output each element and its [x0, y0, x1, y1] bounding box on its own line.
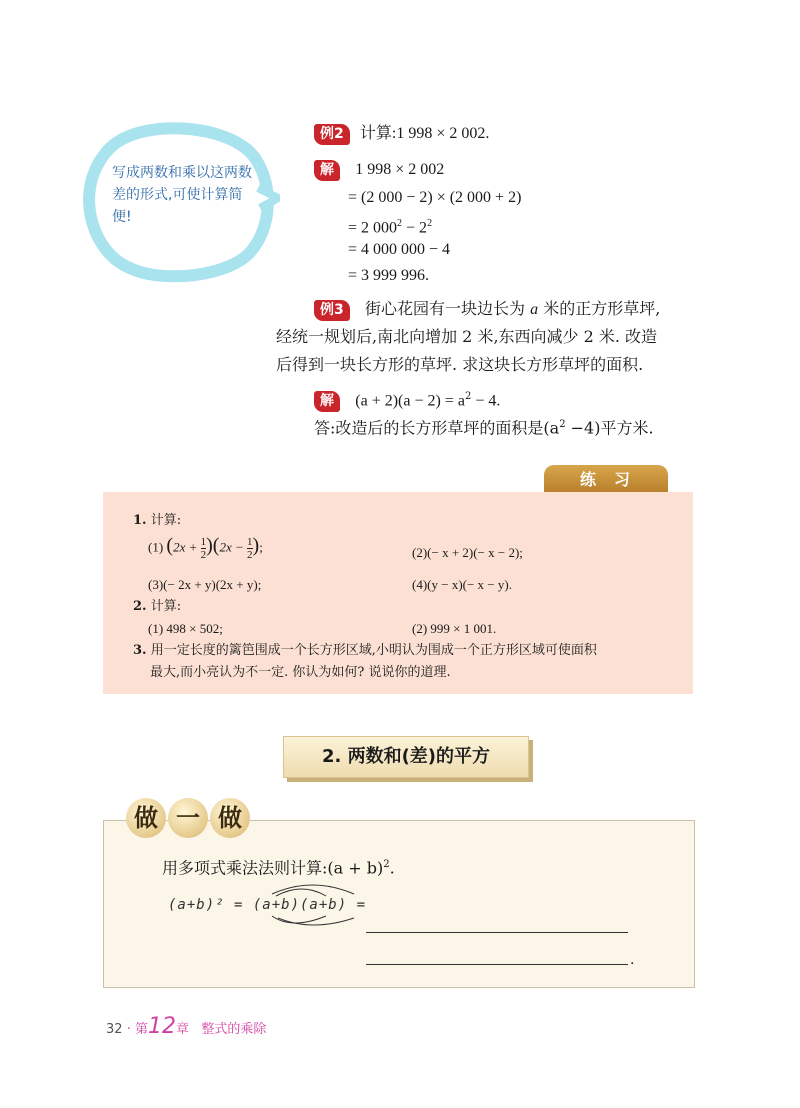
multiplication-arcs: [262, 876, 370, 932]
example3-tag: 例3: [314, 300, 350, 321]
chapter-title: 整式的乘除: [201, 1022, 267, 1037]
doit-handwriting: (a+b)² = (a+b)(a+b) =: [168, 897, 367, 913]
doit-char-2: 一: [168, 798, 208, 838]
practice-q1-item-4: (4)(y − x)(− x − y).: [412, 577, 512, 592]
example2-line-5: = 3 999 996.: [348, 267, 430, 284]
example3-line-1: 例3 街心花园有一块边长为 a 米的正方形草坪,: [314, 297, 660, 322]
page-number: 32: [106, 1022, 123, 1037]
doit-char-1: 做: [126, 798, 166, 838]
answer-blank-2[interactable]: [366, 964, 628, 965]
example2-solution-first: [314, 157, 444, 182]
practice-q2: 2. 计算:: [133, 599, 182, 614]
example2-line-2: = (2 000 − 2) × (2 000 + 2): [348, 189, 522, 206]
practice-q3-line-2: 最大,而小亮认为不一定. 你认为如何? 说说你的道理.: [150, 665, 451, 680]
section-heading: 2. 两数和(差)的平方: [283, 736, 529, 778]
bubble-text: 写成两数和乘以这两数差的形式,可使计算简便!: [112, 165, 252, 225]
example2-solution-tag: 解: [314, 160, 340, 181]
example3-line-2: 经统一规划后,南北向增加 2 米,东西向减少 2 米. 改造: [276, 327, 658, 346]
answer-blank-1[interactable]: [366, 932, 628, 933]
practice-q1-item-2: (2)(− x + 2)(− x − 2);: [412, 545, 523, 560]
example3-solution: 解 $(a + 2)(a - 2) = a^2 - 4$.: [314, 385, 500, 413]
example3-solution-tag: 解: [314, 391, 340, 412]
practice-tab: 练习: [544, 465, 668, 495]
chapter-number: 12: [147, 1014, 176, 1039]
practice-q1-item-1: (1) (2x + $\frac{1}{2}$ )(2x − $\frac{1}{2}$ );: [148, 534, 263, 561]
page-footer: 32 · 第12章 整式的乘除: [106, 1014, 267, 1039]
practice-q3-line-1: 3. 用一定长度的篱笆围成一个长方形区域,小明认为围成一个正方形区域可使面积: [133, 643, 597, 658]
example2-tag: 例2: [314, 124, 350, 145]
answer-period: .: [630, 952, 635, 968]
practice-q2-item-2: (2) 999 × 1 001.: [412, 621, 497, 636]
practice-q2-item-1: (1) 498 × 502;: [148, 621, 223, 636]
example2-header: [314, 121, 489, 146]
practice-q1: 1. 计算:: [133, 513, 182, 528]
example2-line-3: = 2 $000^2 - 2^2$: [348, 218, 433, 237]
example2-line-4: = 4 000 000 − 4: [348, 241, 451, 258]
example2-line-1: 1 998 × 2 002: [355, 161, 445, 178]
doit-instruction: 用多项式乘法法则计算:(a + b)$^2$.: [162, 858, 395, 878]
example3-line-3: 后得到一块长方形的草坪. 求这块长方形草坪的面积.: [276, 355, 644, 374]
example3-answer: 答:改造后的长方形草坪的面积是$(a^2 -4)$平方米.: [314, 418, 654, 438]
example2-prompt: 计算:1 998 × 2 002.: [359, 125, 490, 142]
doit-char-3: 做: [210, 798, 250, 838]
practice-q1-item-3: (3)(− 2x + y)(2x + y);: [148, 577, 262, 592]
doit-tag: [126, 798, 266, 842]
